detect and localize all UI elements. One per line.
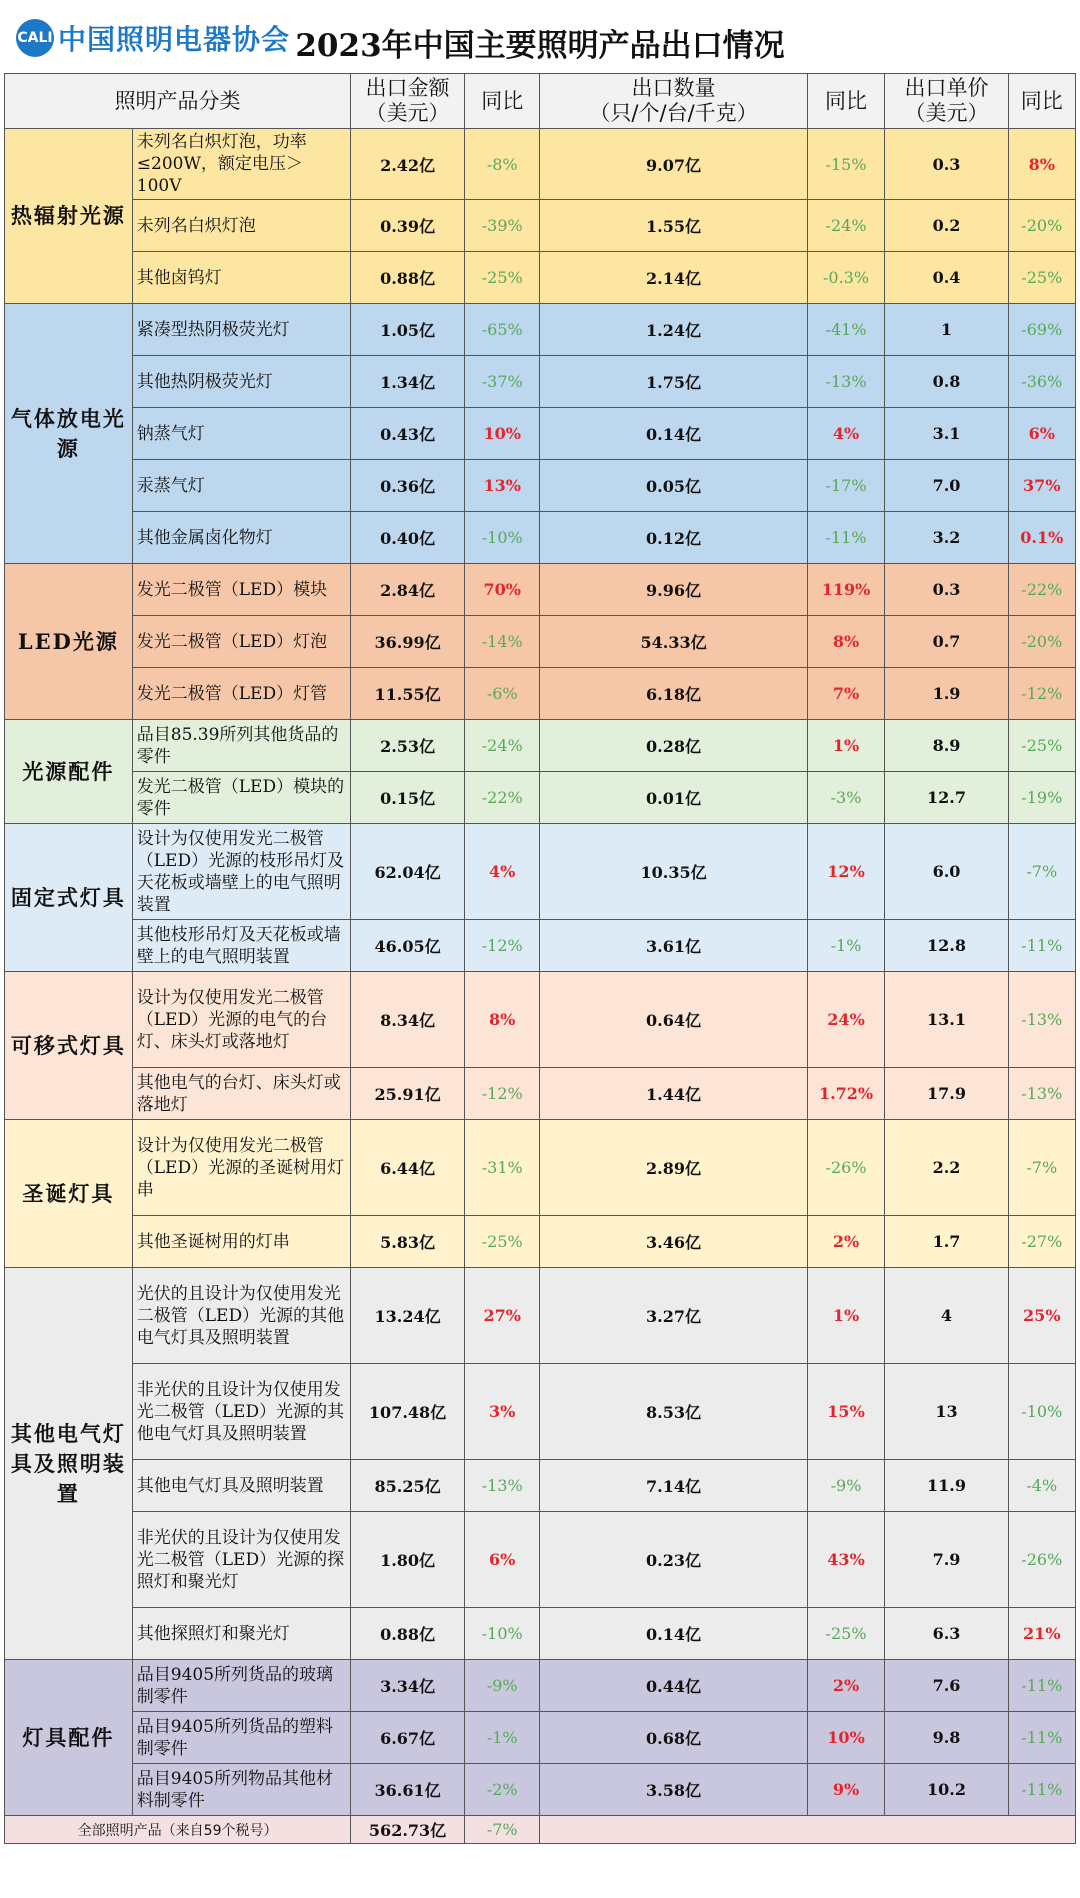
table-row	[5, 824, 1076, 920]
export-amount: 8.34亿	[351, 972, 465, 1068]
category-cell: 可移式灯具	[5, 972, 133, 1120]
price-yoy: -20%	[1008, 200, 1075, 252]
header-row	[5, 74, 1076, 129]
quantity-yoy: 43%	[807, 1512, 885, 1608]
price-yoy: 0.1%	[1008, 512, 1075, 564]
amount-yoy: -65%	[464, 304, 540, 356]
table-row	[5, 720, 1076, 772]
table-row	[5, 972, 1076, 1068]
logo-mark-icon: CALI	[16, 19, 54, 57]
header-amount: 出口金额 （美元）	[351, 74, 465, 129]
header-amount-yoy: 同比	[464, 74, 540, 129]
price-yoy: -4%	[1008, 1460, 1075, 1512]
amount-yoy: -22%	[464, 772, 540, 824]
export-amount: 6.44亿	[351, 1120, 465, 1216]
unit-price: 7.0	[885, 460, 1008, 512]
export-amount: 1.80亿	[351, 1512, 465, 1608]
export-amount: 2.84亿	[351, 564, 465, 616]
export-quantity: 7.14亿	[540, 1460, 807, 1512]
export-quantity: 9.96亿	[540, 564, 807, 616]
export-quantity: 0.28亿	[540, 720, 807, 772]
export-amount: 6.67亿	[351, 1712, 465, 1764]
price-yoy: -22%	[1008, 564, 1075, 616]
unit-price: 7.9	[885, 1512, 1008, 1608]
product-name: 品目9405所列货品的玻璃制零件	[132, 1660, 350, 1712]
table-row	[5, 920, 1076, 972]
quantity-yoy: -25%	[807, 1608, 885, 1660]
unit-price: 13.1	[885, 972, 1008, 1068]
export-quantity: 9.07亿	[540, 129, 807, 200]
amount-yoy: -1%	[464, 1712, 540, 1764]
product-name: 未列名白炽灯泡	[132, 200, 350, 252]
unit-price: 13	[885, 1364, 1008, 1460]
total-amount: 562.73亿	[351, 1816, 465, 1844]
product-name: 发光二极管（LED）模块	[132, 564, 350, 616]
unit-price: 10.2	[885, 1764, 1008, 1816]
unit-price: 12.7	[885, 772, 1008, 824]
product-name: 设计为仅使用发光二极管（LED）光源的电气的台灯、床头灯或落地灯	[132, 972, 350, 1068]
unit-price: 9.8	[885, 1712, 1008, 1764]
price-yoy: -69%	[1008, 304, 1075, 356]
quantity-yoy: 12%	[807, 824, 885, 920]
product-name: 品目85.39所列其他货品的零件	[132, 720, 350, 772]
export-quantity: 1.55亿	[540, 200, 807, 252]
amount-yoy: -39%	[464, 200, 540, 252]
export-amount: 85.25亿	[351, 1460, 465, 1512]
price-yoy: 8%	[1008, 129, 1075, 200]
unit-price: 12.8	[885, 920, 1008, 972]
product-name: 其他热阴极荧光灯	[132, 356, 350, 408]
price-yoy: -7%	[1008, 824, 1075, 920]
quantity-yoy: -1%	[807, 920, 885, 972]
logo-text: 中国照明电器协会	[58, 23, 291, 56]
amount-yoy: -37%	[464, 356, 540, 408]
unit-price: 6.0	[885, 824, 1008, 920]
quantity-yoy: 2%	[807, 1216, 885, 1268]
export-amount: 11.55亿	[351, 668, 465, 720]
export-quantity: 3.61亿	[540, 920, 807, 972]
table-row	[5, 564, 1076, 616]
price-yoy: -27%	[1008, 1216, 1075, 1268]
amount-yoy: -2%	[464, 1764, 540, 1816]
amount-yoy: -14%	[464, 616, 540, 668]
unit-price: 11.9	[885, 1460, 1008, 1512]
product-name: 其他探照灯和聚光灯	[132, 1608, 350, 1660]
export-amount: 0.15亿	[351, 772, 465, 824]
product-name: 非光伏的且设计为仅使用发光二极管（LED）光源的探照灯和聚光灯	[132, 1512, 350, 1608]
price-yoy: -36%	[1008, 356, 1075, 408]
amount-yoy: -9%	[464, 1660, 540, 1712]
amount-yoy: 70%	[464, 564, 540, 616]
export-amount: 107.48亿	[351, 1364, 465, 1460]
amount-yoy: 8%	[464, 972, 540, 1068]
price-yoy: -13%	[1008, 1068, 1075, 1120]
table-row	[5, 1764, 1076, 1816]
category-cell: 热辐射光源	[5, 129, 133, 304]
unit-price: 8.9	[885, 720, 1008, 772]
export-amount: 1.34亿	[351, 356, 465, 408]
table-row	[5, 616, 1076, 668]
amount-yoy: -12%	[464, 1068, 540, 1120]
price-yoy: -11%	[1008, 1764, 1075, 1816]
amount-yoy: 3%	[464, 1364, 540, 1460]
table-row	[5, 1216, 1076, 1268]
price-yoy: -7%	[1008, 1120, 1075, 1216]
table-row	[5, 252, 1076, 304]
quantity-yoy: -41%	[807, 304, 885, 356]
quantity-yoy: 1%	[807, 1268, 885, 1364]
export-quantity: 3.46亿	[540, 1216, 807, 1268]
product-name: 设计为仅使用发光二极管（LED）光源的枝形吊灯及天花板或墙壁上的电气照明装置	[132, 824, 350, 920]
quantity-yoy: -24%	[807, 200, 885, 252]
export-quantity: 0.68亿	[540, 1712, 807, 1764]
header	[0, 0, 1080, 72]
export-quantity: 54.33亿	[540, 616, 807, 668]
total-empty-cell	[540, 1816, 1076, 1844]
quantity-yoy: -0.3%	[807, 252, 885, 304]
quantity-yoy: 9%	[807, 1764, 885, 1816]
table-row	[5, 460, 1076, 512]
quantity-yoy: 1.72%	[807, 1068, 885, 1120]
export-quantity: 0.05亿	[540, 460, 807, 512]
price-yoy: -25%	[1008, 720, 1075, 772]
export-amount: 2.53亿	[351, 720, 465, 772]
price-yoy: -26%	[1008, 1512, 1075, 1608]
export-quantity: 0.01亿	[540, 772, 807, 824]
price-yoy: -13%	[1008, 972, 1075, 1068]
product-name: 非光伏的且设计为仅使用发光二极管（LED）光源的其他电气灯具及照明装置	[132, 1364, 350, 1460]
export-amount: 36.99亿	[351, 616, 465, 668]
table-row	[5, 408, 1076, 460]
price-yoy: 37%	[1008, 460, 1075, 512]
export-amount: 13.24亿	[351, 1268, 465, 1364]
table-row	[5, 1608, 1076, 1660]
export-quantity: 0.14亿	[540, 408, 807, 460]
export-amount: 0.88亿	[351, 252, 465, 304]
table-row	[5, 356, 1076, 408]
price-yoy: 25%	[1008, 1268, 1075, 1364]
unit-price: 7.6	[885, 1660, 1008, 1712]
page-title: 2023年中国主要照明产品出口情况	[295, 28, 785, 64]
product-name: 发光二极管（LED）灯泡	[132, 616, 350, 668]
amount-yoy: -25%	[464, 1216, 540, 1268]
amount-yoy: -10%	[464, 512, 540, 564]
quantity-yoy: 7%	[807, 668, 885, 720]
export-quantity: 3.27亿	[540, 1268, 807, 1364]
product-name: 其他圣诞树用的灯串	[132, 1216, 350, 1268]
category-cell: 灯具配件	[5, 1660, 133, 1816]
product-name: 其他电气的台灯、床头灯或落地灯	[132, 1068, 350, 1120]
export-amount: 2.42亿	[351, 129, 465, 200]
export-quantity: 0.12亿	[540, 512, 807, 564]
product-name: 其他金属卤化物灯	[132, 512, 350, 564]
amount-yoy: 6%	[464, 1512, 540, 1608]
unit-price: 0.3	[885, 564, 1008, 616]
quantity-yoy: 10%	[807, 1712, 885, 1764]
export-quantity: 3.58亿	[540, 1764, 807, 1816]
table-row	[5, 1660, 1076, 1712]
amount-yoy: -24%	[464, 720, 540, 772]
export-quantity: 0.14亿	[540, 1608, 807, 1660]
price-yoy: -11%	[1008, 1660, 1075, 1712]
unit-price: 2.2	[885, 1120, 1008, 1216]
header-price-yoy: 同比	[1008, 74, 1075, 129]
export-quantity: 8.53亿	[540, 1364, 807, 1460]
quantity-yoy: 119%	[807, 564, 885, 616]
export-amount: 1.05亿	[351, 304, 465, 356]
quantity-yoy: 1%	[807, 720, 885, 772]
total-label: 全部照明产品（来自59个税号）	[5, 1816, 351, 1844]
category-cell: 固定式灯具	[5, 824, 133, 972]
price-yoy: -11%	[1008, 920, 1075, 972]
export-amount: 5.83亿	[351, 1216, 465, 1268]
export-table	[4, 73, 1076, 1844]
product-name: 汞蒸气灯	[132, 460, 350, 512]
price-yoy: -25%	[1008, 252, 1075, 304]
unit-price: 0.2	[885, 200, 1008, 252]
export-quantity: 0.44亿	[540, 1660, 807, 1712]
product-name: 紧凑型热阴极荧光灯	[132, 304, 350, 356]
unit-price: 1.9	[885, 668, 1008, 720]
unit-price: 1.7	[885, 1216, 1008, 1268]
quantity-yoy: -13%	[807, 356, 885, 408]
unit-price: 4	[885, 1268, 1008, 1364]
category-cell: 圣诞灯具	[5, 1120, 133, 1268]
product-name: 设计为仅使用发光二极管（LED）光源的圣诞树用灯串	[132, 1120, 350, 1216]
unit-price: 6.3	[885, 1608, 1008, 1660]
table-row	[5, 512, 1076, 564]
amount-yoy: -12%	[464, 920, 540, 972]
export-quantity: 10.35亿	[540, 824, 807, 920]
product-name: 发光二极管（LED）模块的零件	[132, 772, 350, 824]
price-yoy: -19%	[1008, 772, 1075, 824]
export-amount: 3.34亿	[351, 1660, 465, 1712]
export-amount: 25.91亿	[351, 1068, 465, 1120]
export-quantity: 0.23亿	[540, 1512, 807, 1608]
header-quantity-yoy: 同比	[807, 74, 885, 129]
amount-yoy: -13%	[464, 1460, 540, 1512]
quantity-yoy: 15%	[807, 1364, 885, 1460]
product-name: 其他卤钨灯	[132, 252, 350, 304]
price-yoy: -20%	[1008, 616, 1075, 668]
amount-yoy: -6%	[464, 668, 540, 720]
export-quantity: 0.64亿	[540, 972, 807, 1068]
export-amount: 0.43亿	[351, 408, 465, 460]
unit-price: 0.7	[885, 616, 1008, 668]
quantity-yoy: -17%	[807, 460, 885, 512]
export-quantity: 6.18亿	[540, 668, 807, 720]
product-name: 未列名白炽灯泡，功率≤200W，额定电压＞100V	[132, 129, 350, 200]
quantity-yoy: 8%	[807, 616, 885, 668]
export-quantity: 1.44亿	[540, 1068, 807, 1120]
export-amount: 46.05亿	[351, 920, 465, 972]
product-name: 其他枝形吊灯及天花板或墙壁上的电气照明装置	[132, 920, 350, 972]
table-row	[5, 1268, 1076, 1364]
total-amount-yoy: -7%	[464, 1816, 540, 1844]
table-body	[5, 129, 1076, 1816]
product-name: 品目9405所列物品其他材料制零件	[132, 1764, 350, 1816]
export-amount: 62.04亿	[351, 824, 465, 920]
export-amount: 36.61亿	[351, 1764, 465, 1816]
table-row	[5, 1120, 1076, 1216]
amount-yoy: -10%	[464, 1608, 540, 1660]
unit-price: 0.8	[885, 356, 1008, 408]
amount-yoy: 27%	[464, 1268, 540, 1364]
product-name: 其他电气灯具及照明装置	[132, 1460, 350, 1512]
header-quantity: 出口数量 （只/个/台/千克）	[540, 74, 807, 129]
table-row	[5, 1068, 1076, 1120]
export-quantity: 1.24亿	[540, 304, 807, 356]
unit-price: 0.3	[885, 129, 1008, 200]
product-name: 品目9405所列货品的塑料制零件	[132, 1712, 350, 1764]
table-row	[5, 1512, 1076, 1608]
category-cell: 光源配件	[5, 720, 133, 824]
price-yoy: -10%	[1008, 1364, 1075, 1460]
product-name: 钠蒸气灯	[132, 408, 350, 460]
table-row	[5, 1712, 1076, 1764]
quantity-yoy: -3%	[807, 772, 885, 824]
table-row	[5, 668, 1076, 720]
table-row	[5, 129, 1076, 200]
export-amount: 0.40亿	[351, 512, 465, 564]
price-yoy: 6%	[1008, 408, 1075, 460]
quantity-yoy: -15%	[807, 129, 885, 200]
export-quantity: 1.75亿	[540, 356, 807, 408]
export-amount: 0.88亿	[351, 1608, 465, 1660]
category-cell: 其他电气灯具及照明装置	[5, 1268, 133, 1660]
price-yoy: -11%	[1008, 1712, 1075, 1764]
unit-price: 17.9	[885, 1068, 1008, 1120]
table-row	[5, 200, 1076, 252]
category-cell: LED光源	[5, 564, 133, 720]
header-category: 照明产品分类	[5, 74, 351, 129]
header-price: 出口单价 （美元）	[885, 74, 1008, 129]
unit-price: 3.2	[885, 512, 1008, 564]
amount-yoy: 10%	[464, 408, 540, 460]
unit-price: 1	[885, 304, 1008, 356]
price-yoy: 21%	[1008, 1608, 1075, 1660]
amount-yoy: 4%	[464, 824, 540, 920]
table-row	[5, 304, 1076, 356]
quantity-yoy: -9%	[807, 1460, 885, 1512]
quantity-yoy: -11%	[807, 512, 885, 564]
table-row	[5, 1364, 1076, 1460]
quantity-yoy: -26%	[807, 1120, 885, 1216]
unit-price: 3.1	[885, 408, 1008, 460]
quantity-yoy: 24%	[807, 972, 885, 1068]
category-cell: 气体放电光源	[5, 304, 133, 564]
amount-yoy: 13%	[464, 460, 540, 512]
quantity-yoy: 2%	[807, 1660, 885, 1712]
amount-yoy: -8%	[464, 129, 540, 200]
table-row	[5, 772, 1076, 824]
amount-yoy: -31%	[464, 1120, 540, 1216]
quantity-yoy: 4%	[807, 408, 885, 460]
amount-yoy: -25%	[464, 252, 540, 304]
export-quantity: 2.89亿	[540, 1120, 807, 1216]
price-yoy: -12%	[1008, 668, 1075, 720]
table-row	[5, 1460, 1076, 1512]
export-amount: 0.36亿	[351, 460, 465, 512]
export-quantity: 2.14亿	[540, 252, 807, 304]
unit-price: 0.4	[885, 252, 1008, 304]
export-amount: 0.39亿	[351, 200, 465, 252]
total-row	[5, 1816, 1076, 1844]
product-name: 光伏的且设计为仅使用发光二极管（LED）光源的其他电气灯具及照明装置	[132, 1268, 350, 1364]
product-name: 发光二极管（LED）灯管	[132, 668, 350, 720]
